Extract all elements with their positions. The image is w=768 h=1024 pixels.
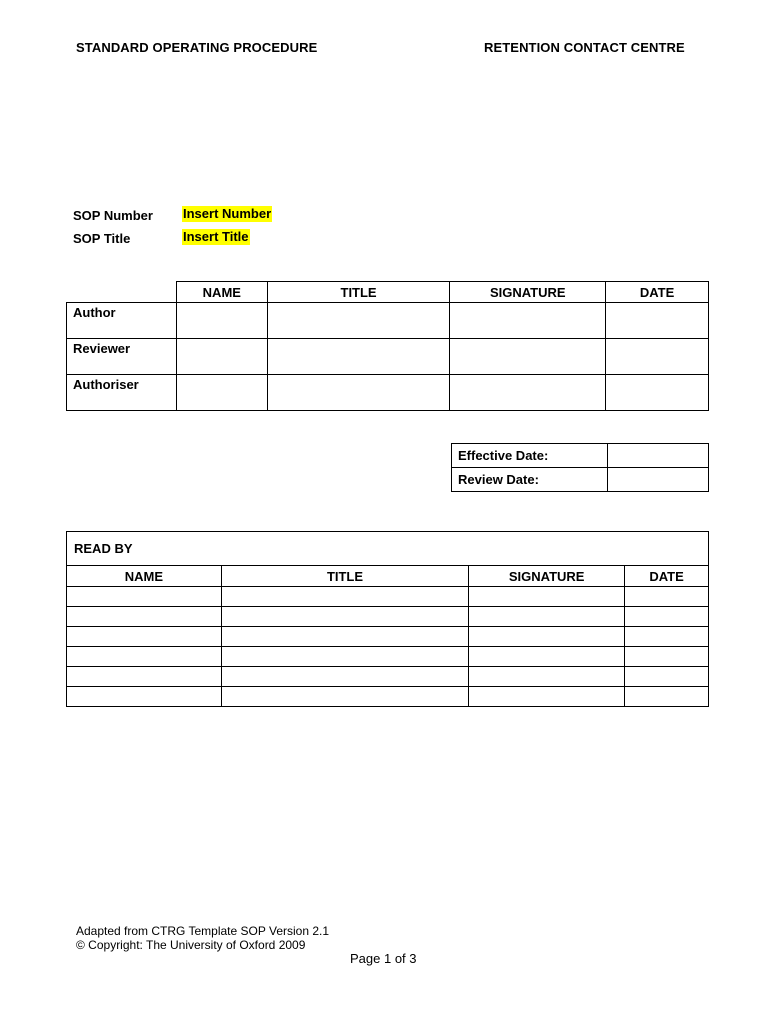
signoff-col-date: DATE: [606, 282, 709, 303]
read-by-col-date: DATE: [625, 566, 709, 587]
signoff-row-authoriser: [67, 375, 709, 411]
read-by-cell[interactable]: [469, 627, 625, 647]
read-by-cell[interactable]: [67, 647, 222, 667]
signoff-header-row: [67, 282, 709, 303]
read-by-row: [67, 687, 709, 707]
signoff-cell[interactable]: [450, 303, 606, 339]
signoff-role-label: Reviewer: [67, 339, 177, 375]
signoff-cell[interactable]: [606, 375, 709, 411]
signoff-col-signature: SIGNATURE: [450, 282, 606, 303]
signoff-row-author: [67, 303, 709, 339]
read-by-row: [67, 667, 709, 687]
read-by-cell[interactable]: [625, 607, 709, 627]
read-by-cell[interactable]: [67, 687, 222, 707]
read-by-row: [67, 587, 709, 607]
read-by-title-row: [67, 532, 709, 566]
signoff-role-label: Authoriser: [67, 375, 177, 411]
signoff-col-name: NAME: [176, 282, 267, 303]
footer-adapted-note: Adapted from CTRG Template SOP Version 2.1: [76, 924, 330, 938]
sop-title-value: Insert Title: [183, 229, 249, 244]
review-date-value[interactable]: [608, 468, 709, 492]
read-by-col-signature: SIGNATURE: [469, 566, 625, 587]
sop-number-value: Insert Number: [183, 206, 272, 221]
read-by-row: [67, 627, 709, 647]
read-by-cell[interactable]: [67, 587, 222, 607]
signoff-cell[interactable]: [176, 375, 267, 411]
signoff-header-blank: [67, 282, 177, 303]
read-by-cell[interactable]: [221, 667, 469, 687]
page-number: Page 1 of 3: [350, 951, 417, 966]
sop-title-label: SOP Title: [73, 231, 131, 246]
signoff-cell[interactable]: [176, 339, 267, 375]
read-by-row: [67, 607, 709, 627]
review-date-label: Review Date:: [452, 468, 608, 492]
effective-date-label: Effective Date:: [452, 444, 608, 468]
read-by-cell[interactable]: [625, 687, 709, 707]
read-by-col-title: TITLE: [221, 566, 469, 587]
read-by-col-name: NAME: [67, 566, 222, 587]
footer-copyright: © Copyright: The University of Oxford 2009: [76, 938, 306, 952]
signoff-cell[interactable]: [606, 303, 709, 339]
read-by-cell[interactable]: [221, 607, 469, 627]
read-by-cell[interactable]: [469, 687, 625, 707]
signoff-cell[interactable]: [176, 303, 267, 339]
read-by-table: [66, 531, 709, 707]
read-by-cell[interactable]: [625, 587, 709, 607]
read-by-cell[interactable]: [625, 667, 709, 687]
read-by-cell[interactable]: [221, 587, 469, 607]
read-by-cell[interactable]: [469, 587, 625, 607]
read-by-cell[interactable]: [221, 647, 469, 667]
signoff-cell[interactable]: [450, 339, 606, 375]
effective-date-row: [452, 444, 709, 468]
read-by-cell[interactable]: [221, 627, 469, 647]
signoff-col-title: TITLE: [267, 282, 450, 303]
review-date-row: [452, 468, 709, 492]
read-by-row: [67, 647, 709, 667]
header-left-title: STANDARD OPERATING PROCEDURE: [76, 40, 318, 55]
read-by-header-row: [67, 566, 709, 587]
read-by-cell[interactable]: [469, 647, 625, 667]
read-by-cell[interactable]: [67, 627, 222, 647]
sop-number-label: SOP Number: [73, 208, 153, 223]
signoff-row-reviewer: [67, 339, 709, 375]
read-by-cell[interactable]: [625, 627, 709, 647]
read-by-title: READ BY: [67, 532, 709, 566]
read-by-cell[interactable]: [221, 687, 469, 707]
signoff-cell[interactable]: [267, 303, 450, 339]
dates-table: [451, 443, 709, 492]
effective-date-value[interactable]: [608, 444, 709, 468]
signoff-cell[interactable]: [606, 339, 709, 375]
signoff-cell[interactable]: [450, 375, 606, 411]
signoff-cell[interactable]: [267, 375, 450, 411]
read-by-cell[interactable]: [67, 667, 222, 687]
read-by-cell[interactable]: [469, 667, 625, 687]
read-by-cell[interactable]: [67, 607, 222, 627]
signoff-table: [66, 281, 709, 411]
read-by-rows: [67, 587, 709, 707]
signoff-role-label: Author: [67, 303, 177, 339]
read-by-cell[interactable]: [625, 647, 709, 667]
header-right-title: RETENTION CONTACT CENTRE: [484, 40, 685, 55]
read-by-cell[interactable]: [469, 607, 625, 627]
signoff-cell[interactable]: [267, 339, 450, 375]
